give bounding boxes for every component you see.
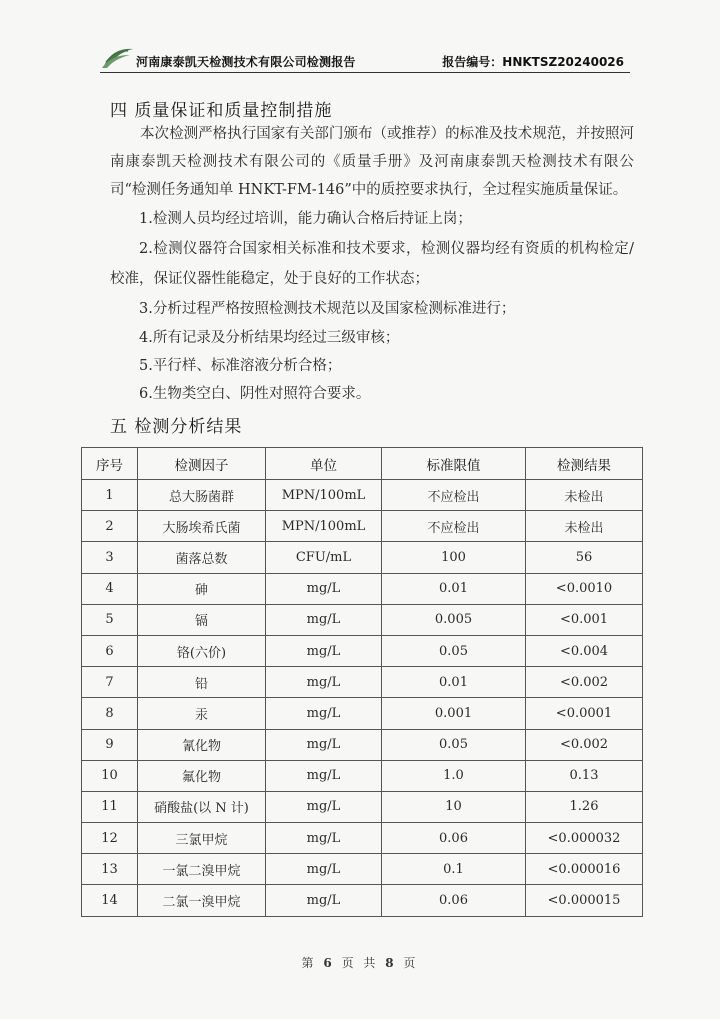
row-unit: MPN/100mL xyxy=(266,511,382,542)
page-footer xyxy=(0,954,720,971)
row-index: 1 xyxy=(82,480,138,511)
row-unit: mg/L xyxy=(266,885,382,916)
header-index: 序号 xyxy=(82,448,138,480)
row-factor: 镉 xyxy=(138,604,266,635)
row-unit: mg/L xyxy=(266,854,382,885)
row-factor: 一氯二溴甲烷 xyxy=(138,854,266,885)
table-row xyxy=(82,511,643,542)
row-index: 14 xyxy=(82,885,138,916)
row-index: 6 xyxy=(82,635,138,666)
row-limit: 1.0 xyxy=(382,760,526,791)
row-limit: 0.01 xyxy=(382,573,526,604)
row-unit: mg/L xyxy=(266,729,382,760)
row-limit: 0.06 xyxy=(382,885,526,916)
footer-mid: 页 共 xyxy=(341,956,379,970)
footer-suffix: 页 xyxy=(403,956,419,970)
row-index: 12 xyxy=(82,823,138,854)
row-index: 10 xyxy=(82,760,138,791)
table-row xyxy=(82,698,643,729)
row-unit: CFU/mL xyxy=(266,542,382,573)
table-row xyxy=(82,480,643,511)
row-index: 2 xyxy=(82,511,138,542)
table-header-row xyxy=(82,448,643,480)
row-unit: mg/L xyxy=(266,667,382,698)
row-limit: 100 xyxy=(382,542,526,573)
table-row xyxy=(82,604,643,635)
row-limit: 0.005 xyxy=(382,604,526,635)
report-header xyxy=(100,44,630,73)
row-limit: 0.1 xyxy=(382,854,526,885)
total-pages: 8 xyxy=(385,956,397,970)
qc-item-1: 1.检测人员均经过培训，能力确认合格后持证上岗； xyxy=(139,211,472,227)
table-row xyxy=(82,791,643,822)
row-result: <0.000016 xyxy=(526,854,643,885)
row-unit: mg/L xyxy=(266,604,382,635)
table-row xyxy=(82,823,643,854)
row-result: 未检出 xyxy=(526,480,643,511)
row-factor: 大肠埃希氏菌 xyxy=(138,511,266,542)
row-result: 1.26 xyxy=(526,791,643,822)
row-unit: mg/L xyxy=(266,760,382,791)
row-limit: 0.01 xyxy=(382,667,526,698)
table-row xyxy=(82,885,643,916)
row-factor: 汞 xyxy=(138,698,266,729)
row-factor: 三氯甲烷 xyxy=(138,823,266,854)
row-limit: 0.05 xyxy=(382,635,526,666)
row-factor: 铬(六价) xyxy=(138,635,266,666)
row-limit: 10 xyxy=(382,791,526,822)
row-factor: 硝酸盐(以 N 计) xyxy=(138,791,266,822)
row-index: 13 xyxy=(82,854,138,885)
qc-item-2-text: 2.检测仪器符合国家相关标准和技术要求，检测仪器均经有资质的机构检定/校准，保证仪器性能稳定，处于良好的工作状态； xyxy=(110,241,634,287)
company-logo-icon xyxy=(100,44,134,70)
header-unit: 单位 xyxy=(266,448,382,480)
table-row xyxy=(82,667,643,698)
table-row xyxy=(82,542,643,573)
row-result: <0.002 xyxy=(526,667,643,698)
row-unit: mg/L xyxy=(266,791,382,822)
row-factor: 二氯一溴甲烷 xyxy=(138,885,266,916)
row-limit: 不应检出 xyxy=(382,511,526,542)
row-index: 11 xyxy=(82,791,138,822)
row-index: 8 xyxy=(82,698,138,729)
row-unit: mg/L xyxy=(266,823,382,854)
row-limit: 0.001 xyxy=(382,698,526,729)
row-unit: mg/L xyxy=(266,573,382,604)
row-result: 未检出 xyxy=(526,511,643,542)
row-result: <0.000032 xyxy=(526,823,643,854)
row-factor: 砷 xyxy=(138,573,266,604)
row-limit: 0.05 xyxy=(382,729,526,760)
current-page: 6 xyxy=(323,956,335,970)
qc-item-6: 6.生物类空白、阴性对照符合要求。 xyxy=(139,386,371,402)
table-row xyxy=(82,760,643,791)
row-index: 7 xyxy=(82,667,138,698)
results-table xyxy=(81,447,643,917)
table-row xyxy=(82,573,643,604)
company-name: 河南康泰凯天检测技术有限公司检测报告 xyxy=(136,55,356,69)
section-5-title: 五 检测分析结果 xyxy=(110,417,243,437)
header-factor: 检测因子 xyxy=(138,448,266,480)
qc-item-5: 5.平行样、标准溶液分析合格； xyxy=(139,358,342,374)
row-unit: MPN/100mL xyxy=(266,480,382,511)
table-row xyxy=(82,729,643,760)
row-limit: 0.06 xyxy=(382,823,526,854)
row-index: 4 xyxy=(82,573,138,604)
row-result: 56 xyxy=(526,542,643,573)
section-4-intro xyxy=(110,120,634,204)
row-index: 5 xyxy=(82,604,138,635)
footer-prefix: 第 xyxy=(301,956,317,970)
table-body xyxy=(82,480,643,917)
row-unit: mg/L xyxy=(266,698,382,729)
report-number: 报告编号：HNKTSZ20240026 xyxy=(442,55,624,69)
section-4-title: 四 质量保证和质量控制措施 xyxy=(110,101,333,121)
row-result: <0.004 xyxy=(526,635,643,666)
row-factor: 氟化物 xyxy=(138,760,266,791)
row-result: <0.0001 xyxy=(526,698,643,729)
row-factor: 菌落总数 xyxy=(138,542,266,573)
row-result: <0.0010 xyxy=(526,573,643,604)
row-result: <0.000015 xyxy=(526,885,643,916)
row-factor: 铅 xyxy=(138,667,266,698)
qc-item-3: 3.分析过程严格按照检测技术规范以及国家检测标准进行； xyxy=(139,301,516,317)
header-limit: 标准限值 xyxy=(382,448,526,480)
row-factor: 总大肠菌群 xyxy=(138,480,266,511)
row-limit: 不应检出 xyxy=(382,480,526,511)
row-index: 9 xyxy=(82,729,138,760)
row-factor: 氰化物 xyxy=(138,729,266,760)
row-index: 3 xyxy=(82,542,138,573)
row-unit: mg/L xyxy=(266,635,382,666)
table-row xyxy=(82,635,643,666)
qc-item-4: 4.所有记录及分析结果均经过三级审核； xyxy=(139,330,400,346)
header-result: 检测结果 xyxy=(526,448,643,480)
intro-text: 本次检测严格执行国家有关部门颁布（或推荐）的标准及技术规范，并按照河南康泰凯天检测技术有限公司的《质量手册》及河南康泰凯天检测技术有限公司“检测任务通知单 HNKT-FM-146”中的质控要求执行，全过程实施质量保证。 xyxy=(110,126,634,198)
table-row xyxy=(82,854,643,885)
row-result: <0.001 xyxy=(526,604,643,635)
row-result: <0.002 xyxy=(526,729,643,760)
row-result: 0.13 xyxy=(526,760,643,791)
qc-item-2 xyxy=(110,234,634,294)
